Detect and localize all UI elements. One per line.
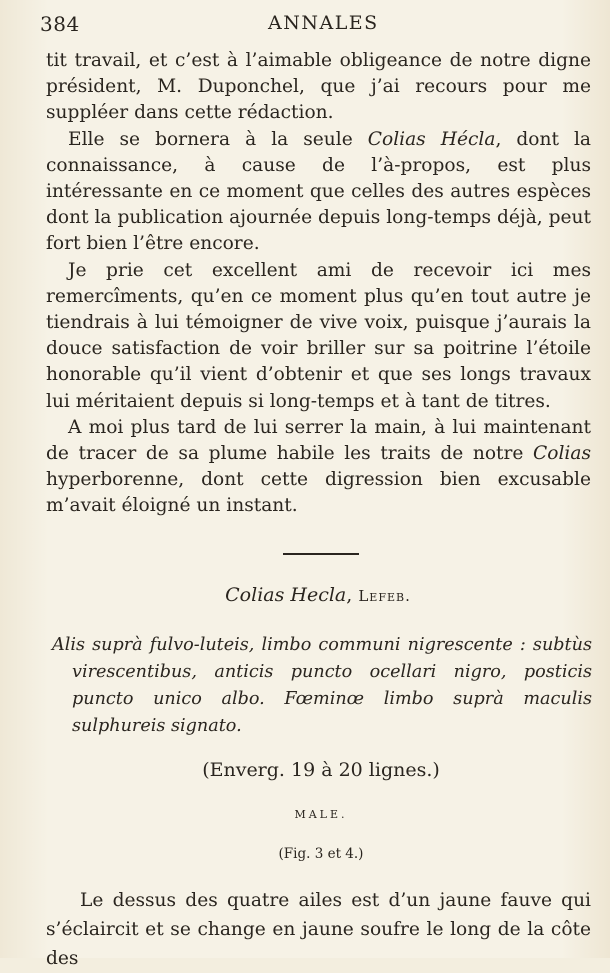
wingspan-note: (Enverg. 19 à 20 lignes.): [202, 759, 440, 781]
page-number: 384: [40, 12, 80, 36]
species-heading-separator: ,: [346, 584, 359, 606]
paragraph-handshake: [46, 415, 591, 520]
sex-label: MALE.: [294, 808, 348, 821]
body-text: [46, 48, 591, 520]
genus-name-inline: Colias: [533, 443, 591, 465]
description-paragraph: [46, 886, 591, 973]
species-heading: [0, 584, 610, 606]
latin-description-text: Alis suprà fulvo-luteis, limbo communi nigrescente : subtùs virescentibus, anticis puncto ocellari nigro, posticis puncto unico albo. Fœminœ limbo suprà maculis sulphureis signato.: [52, 635, 592, 736]
paragraph-continuation: tit travail, et c’est à l’aimable obligeance de notre digne président, M. Duponchel, que j’ai recours pour me suppléer dans cette rédaction.: [46, 50, 591, 124]
paragraph-thanks: Je prie cet excellent ami de recevoir ici mes remercîments, qu’en ce moment plus qu’en tout autre je tiendrais à lui témoigner de vive voix, puisque j’aurais la douce satisfaction de voir briller sur sa poitrine l’étoile honorable qu’il vient d’obtenir et que ses longs travaux lui méritaient depuis si long-temps et à tant de titres.: [46, 259, 591, 412]
section-divider: [283, 553, 359, 555]
paragraph-text: hyperborenne, dont cette digression bien excusable m’avait éloigné un instant.: [46, 469, 591, 517]
description-text: Le dessus des quatre ailes est d’un jaune fauve qui s’éclaircit et se change en jaune soufre le long de la côte des: [46, 890, 591, 969]
paragraph-text: Elle se bornera à la seule: [68, 128, 368, 150]
figure-reference: (Fig. 3 et 4.): [278, 846, 364, 862]
species-name-inline: Colias Hécla: [367, 128, 496, 150]
species-heading-author: Lefeb.: [358, 587, 411, 605]
latin-description: [52, 632, 592, 740]
paragraph-text: , dont la connaissance, à cause de l’à-propos, est plus intéressante en ce moment que celles des autres espèces dont la publication ajournée depuis long-temps déjà, peut fort bien l’être encore.: [46, 128, 591, 255]
page-header: [40, 12, 610, 42]
paragraph-colias-intro: [46, 127, 591, 258]
species-heading-name: Colias Hecla: [225, 584, 347, 606]
paragraph-text: A moi plus tard de lui serrer la main, à lui maintenant de tracer de sa plume habile les traits de notre: [46, 416, 591, 465]
running-head: ANNALES: [268, 12, 379, 34]
